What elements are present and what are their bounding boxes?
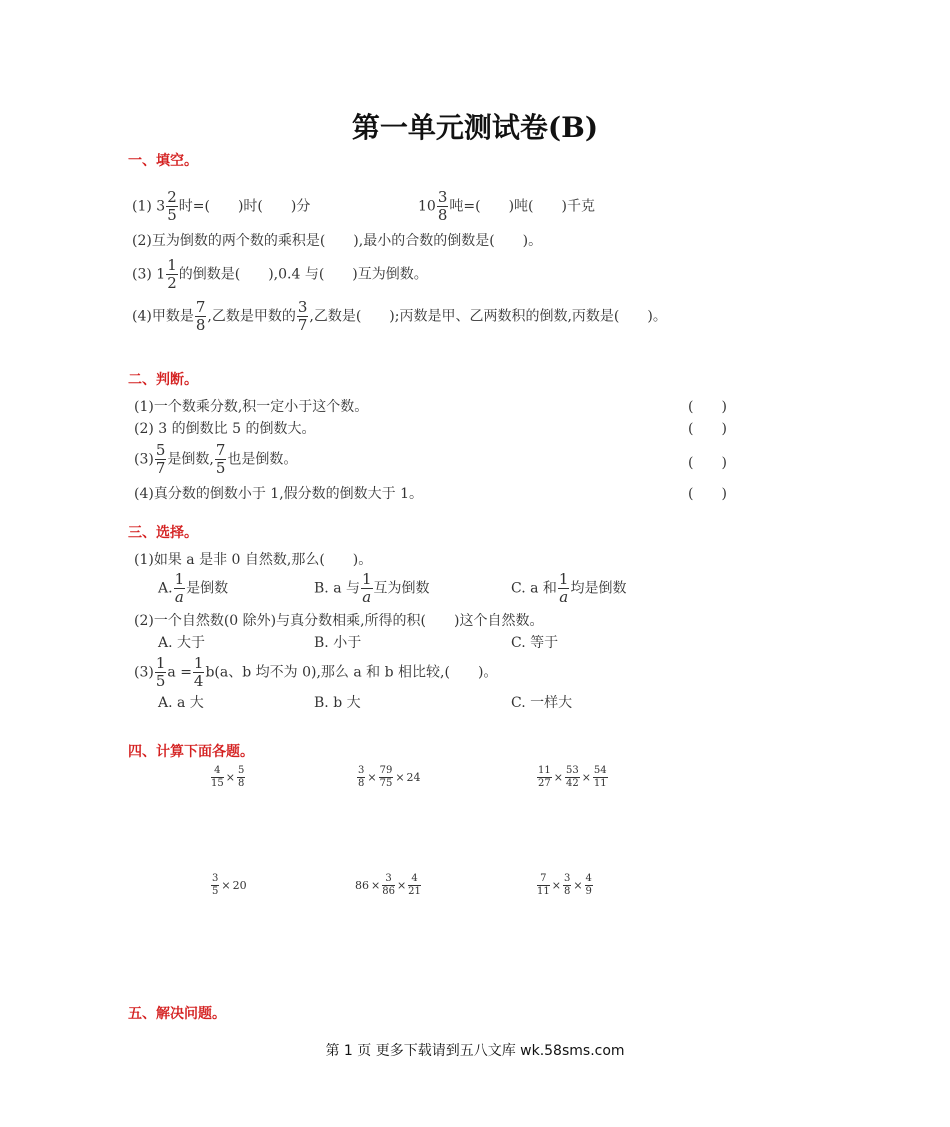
choice-3-option-b: B. b 大 [314,695,361,711]
fraction: $\frac{79}{75}$ [379,765,393,789]
q4-part-c: ,乙数是( );丙数是甲、乙两数积的倒数,丙数是( )。 [309,308,667,325]
judge-question-1: (1)一个数乘分数,积一定小于这个数。 [134,399,369,415]
fill-question-3 [132,258,428,291]
section-heading-problems: 五、解决问题。 [128,1006,226,1022]
choice-question-1: (1)如果 a 是非 0 自然数,那么( )。 [134,552,373,568]
fraction: $\frac{1}{2}$ [167,256,177,292]
times-symbol: × [573,879,583,892]
q4-part-b: ,乙数是甲数的 [207,308,296,325]
times-symbol: × [225,771,235,784]
choice-2-option-b: B. 小于 [314,635,362,651]
page-title: 第一单元测试卷(B) [351,111,599,144]
fraction: $\frac{7}{11}$ [537,873,550,897]
judge-question-3 [134,443,297,476]
times-symbol: × [367,771,377,784]
times-symbol: × [221,879,231,892]
q3-prefix: (3) 1 [132,266,166,283]
c3-part-b: a = [167,664,192,681]
number: 86 [355,879,369,892]
fraction: $\frac{7}{8}$ [195,298,206,334]
choice-question-3 [134,656,497,689]
choice-2-option-c: C. 等于 [511,635,559,651]
fraction: $\frac{1}{5}$ [155,654,166,690]
times-symbol: × [551,879,561,892]
j3-part-a: (3) [134,451,154,468]
section-heading-fill: 一、填空。 [128,153,198,169]
choice-3-option-c: C. 一样大 [511,695,573,711]
times-symbol: × [395,771,405,784]
q1a-prefix: (1) 3 [132,198,166,215]
fraction: $\frac{11}{27}$ [538,765,551,789]
fraction: $\frac{1}{a}$ [174,570,185,606]
option-label: B. a 与 [314,580,360,597]
choice-2-option-a: A. 大于 [158,635,206,651]
fraction: $\frac{1}{a}$ [558,570,569,606]
fraction: $\frac{3}{5}$ [212,873,219,897]
fraction: $\frac{4}{9}$ [585,873,592,897]
number: 20 [232,879,247,892]
fraction: $\frac{3}{8}$ [437,188,448,224]
q4-part-a: (4)甲数是 [132,308,194,325]
j3-part-b: 是倒数, [167,451,214,468]
choice-1-option-a [158,572,228,605]
calc-expression-5 [354,874,422,897]
fraction: $\frac{1}{4}$ [193,654,204,690]
q3-suffix: 的倒数是( ),0.4 与( )互为倒数。 [178,266,428,283]
choice-1-option-c [511,572,626,605]
fill-question-4 [132,300,667,333]
section-heading-judge: 二、判断。 [128,372,198,388]
q1b-prefix: 10 [418,198,436,215]
calc-expression-3 [536,766,609,789]
choice-1-option-b [314,572,430,605]
times-symbol: × [371,879,381,892]
answer-bracket: ( ) [688,486,727,502]
fraction: $\frac{1}{a}$ [362,570,372,606]
fraction: $\frac{5}{7}$ [155,441,166,477]
times-symbol: × [581,771,591,784]
fraction: $\frac{3}{7}$ [297,298,308,334]
fraction: $\frac{3}{86}$ [382,873,395,897]
option-text: 互为倒数 [373,580,430,597]
option-text: 是倒数 [186,580,229,597]
answer-bracket: ( ) [688,399,727,415]
c3-part-c: b(a、b 均不为 0),那么 a 和 b 相比较,( )。 [205,664,498,681]
calc-expression-1 [210,766,246,789]
section-heading-calc: 四、计算下面各题。 [128,744,254,760]
q1a-suffix: 时=( )时( )分 [178,198,311,215]
judge-question-2: (2) 3 的倒数比 5 的倒数大。 [134,421,316,437]
times-symbol: × [553,771,563,784]
fraction: $\frac{3}{8}$ [563,873,571,897]
calc-expression-2 [356,766,422,789]
fill-question-1b [418,190,595,223]
fraction: $\frac{4}{21}$ [408,873,421,897]
fraction: $\frac{54}{11}$ [593,765,607,789]
times-symbol: × [396,879,407,892]
choice-question-2: (2)一个自然数(0 除外)与真分数相乘,所得的积( )这个自然数。 [134,613,544,629]
q1b-suffix: 吨=( )吨( )千克 [449,198,595,215]
option-label: A. [158,580,173,597]
section-heading-choice: 三、选择。 [128,525,198,541]
judge-question-4: (4)真分数的倒数小于 1,假分数的倒数大于 1。 [134,486,423,502]
j3-part-c: 也是倒数。 [227,451,298,468]
fill-question-1a [132,190,310,223]
choice-3-option-a: A. a 大 [158,695,204,711]
fraction: $\frac{2}{5}$ [167,188,177,224]
calc-expression-6 [536,874,594,897]
fraction: $\frac{4}{15}$ [211,765,224,789]
fraction: $\frac{5}{8}$ [237,765,245,789]
number: 24 [406,771,421,784]
option-text: 均是倒数 [570,580,627,597]
answer-bracket: ( ) [688,421,727,437]
page-footer: 第 1 页 更多下载请到五八文库 wk.58sms.com [325,1043,625,1059]
c3-part-a: (3) [134,664,154,681]
option-label: C. a 和 [511,580,557,597]
fill-question-2: (2)互为倒数的两个数的乘积是( ),最小的合数的倒数是( )。 [132,233,543,249]
fraction: $\frac{7}{5}$ [215,441,226,477]
fraction: $\frac{3}{8}$ [358,765,365,789]
answer-bracket: ( ) [688,455,727,471]
fraction: $\frac{53}{42}$ [565,765,579,789]
calc-expression-4 [210,874,248,897]
